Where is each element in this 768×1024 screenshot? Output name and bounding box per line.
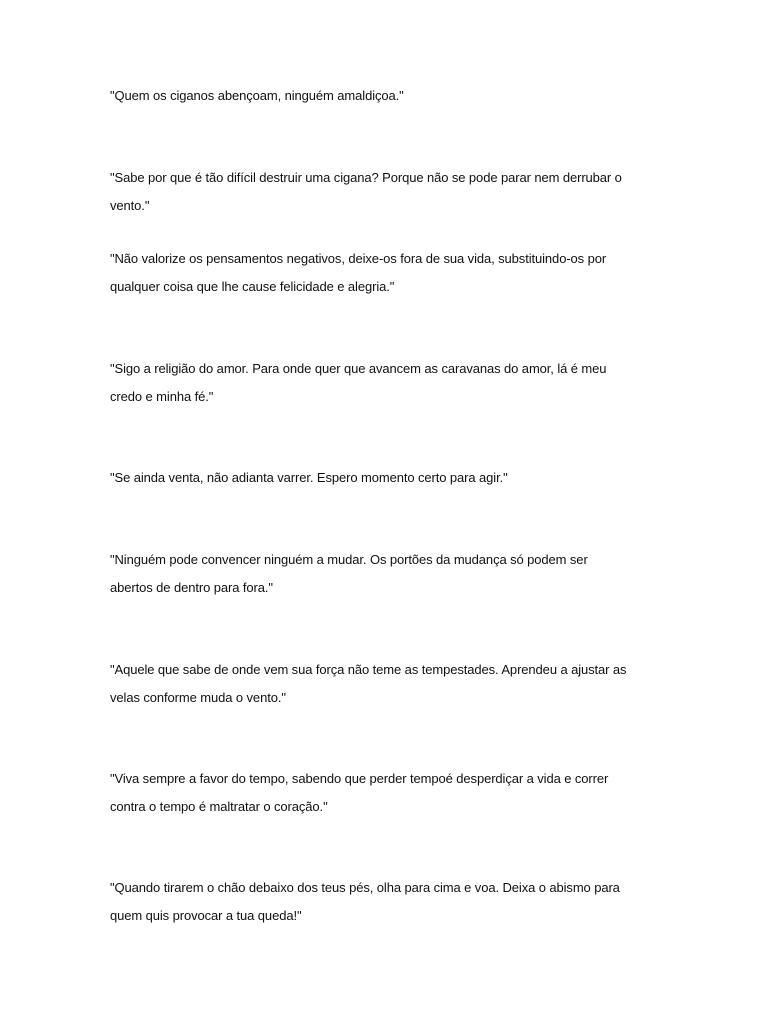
quote-line: "Viva sempre a favor do tempo, sabendo que perder tempoé desperdiçar a vida e correr <box>110 771 609 786</box>
quote-line: "Ninguém pode convencer ninguém a mudar. Os portões da mudança só podem ser <box>110 552 588 567</box>
quote-paragraph <box>110 765 635 821</box>
quote-line: "Se ainda venta, não adianta varrer. Espero momento certo para agir." <box>110 470 508 485</box>
quote-line: "Aquele que sabe de onde vem sua força não teme as tempestades. Aprendeu a ajustar as <box>110 662 627 677</box>
quote-line: quem quis provocar a tua queda!" <box>110 908 302 923</box>
quote-paragraph <box>110 656 635 712</box>
quote-line: "Sabe por que é tão difícil destruir uma cigana? Porque não se pode parar nem derrubar o <box>110 170 622 185</box>
quote-paragraph <box>110 355 635 411</box>
quote-line: "Não valorize os pensamentos negativos, deixe-os fora de sua vida, substituindo-os por <box>110 251 607 266</box>
quote-line: contra o tempo é maltratar o coração." <box>110 799 328 814</box>
quote-line: qualquer coisa que lhe cause felicidade e alegria." <box>110 279 395 294</box>
quote-line: credo e minha fé." <box>110 389 214 404</box>
quote-line: "Quem os ciganos abençoam, ninguém amaldiçoa." <box>110 88 404 103</box>
quote-paragraph <box>110 874 635 930</box>
quote-paragraph <box>110 164 635 220</box>
quote-line: vento." <box>110 198 150 213</box>
quote-line: "Quando tirarem o chão debaixo dos teus pés, olha para cima e voa. Deixa o abismo para <box>110 880 620 895</box>
quote-line: "Sigo a religião do amor. Para onde quer que avancem as caravanas do amor, lá é meu <box>110 361 607 376</box>
quote-line: velas conforme muda o vento." <box>110 690 286 705</box>
quote-paragraph <box>110 82 635 110</box>
quote-line: abertos de dentro para fora." <box>110 580 273 595</box>
quote-paragraph <box>110 546 635 602</box>
quote-paragraph <box>110 245 635 301</box>
quote-paragraph <box>110 464 635 492</box>
